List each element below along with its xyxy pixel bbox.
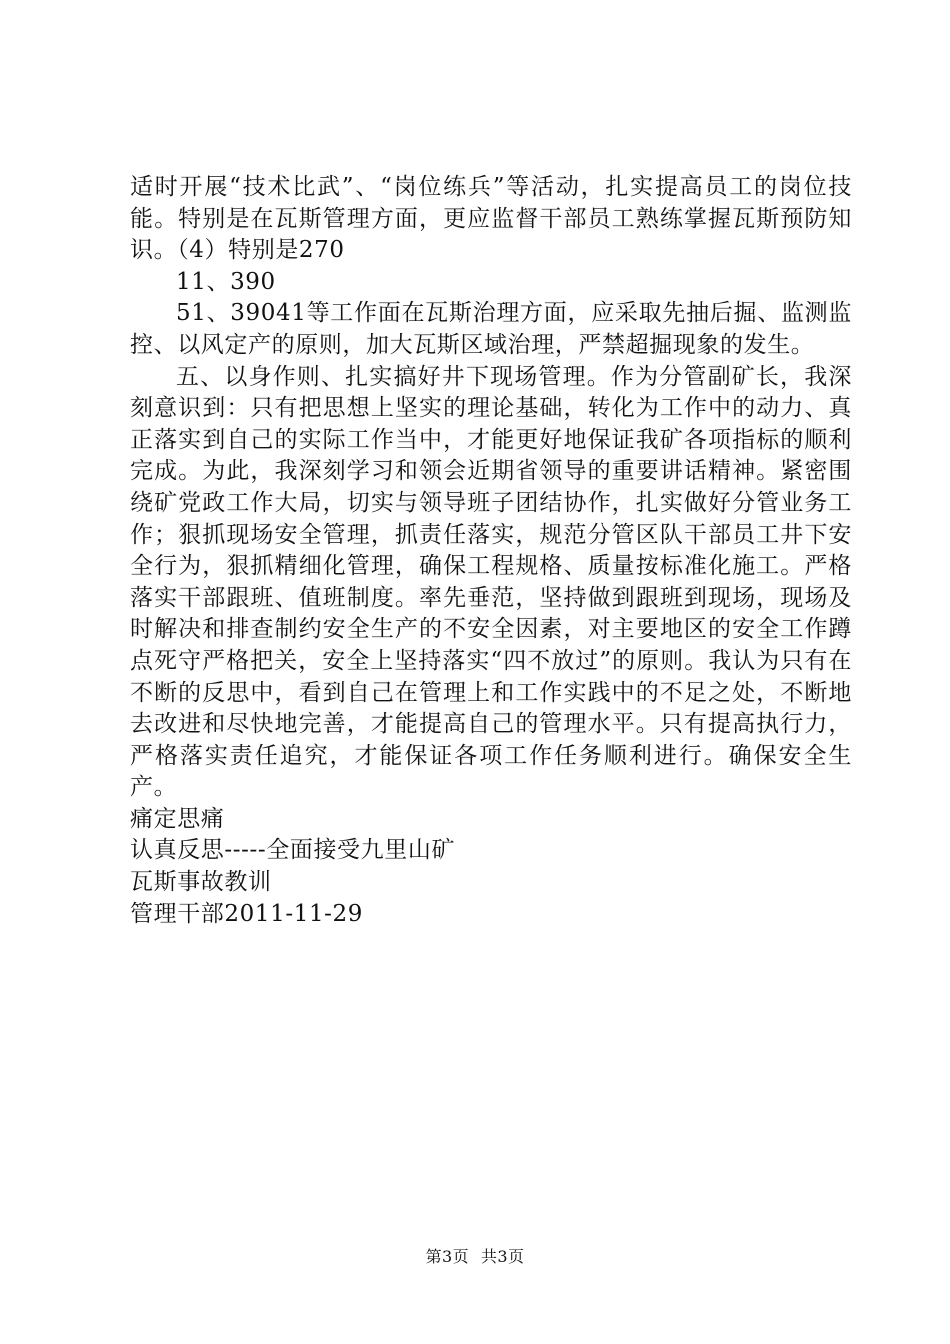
- page-number: 第3页: [425, 1247, 469, 1266]
- closing-line-2: 认真反思-----全面接受九里山矿: [130, 837, 456, 864]
- page-total: 共3页: [481, 1247, 525, 1266]
- document-body: [130, 172, 852, 930]
- paragraph-fragment: 11、390: [176, 268, 276, 295]
- paragraph-section-five: 五、以身作则、扎实搞好井下现场管理。作为分管副矿长，我深刻意识到：只有把思想上坚实的理论基础，转化为工作中的动力、真正落实到自己的实际工作当中，才能更好地保证我矿各项指标的顺利完成。为此，我深刻学习和领会近期省领导的重要讲话精神。紧密围绕矿党政工作大局，切实与领导班子团结协作，扎实做好分管业务工作；狠抓现场安全管理，抓责任落实，规范分管区队干部员工井下安全行为，狠抓精细化管理，确保工程规格、质量按标准化施工。严格落实干部跟班、值班制度。率先垂范，坚持做到跟班到现场，现场及时解决和排查制约安全生产的不安全因素，对主要地区的安全工作蹲点死守严格把关，安全上坚持落实“四不放过”的原则。我认为只有在不断的反思中，看到自己在管理上和工作实践中的不足之处，不断地去改进和尽快地完善，才能提高自己的管理水平。只有提高执行力，严格落实责任追究，才能保证各项工作任务顺利进行。确保安全生产。: [130, 363, 852, 801]
- page-footer: [0, 1244, 950, 1267]
- signature-date: 管理干部2011-11-29: [130, 900, 364, 927]
- paragraph-continuation: 适时开展“技术比武”、“岗位练兵”等活动，扎实提高员工的岗位技能。特别是在瓦斯管理方面，更应监督干部员工熟练掌握瓦斯预防知识。（4）特别是270: [130, 174, 852, 264]
- closing-line-3: 瓦斯事故教训: [130, 869, 272, 896]
- closing-line-1: 痛定思痛: [130, 805, 225, 832]
- paragraph-gas-control: 51、39041等工作面在瓦斯治理方面，应采取先抽后掘、监测监控、以风定产的原则，加大瓦斯区域治理，严禁超掘现象的发生。: [130, 300, 852, 358]
